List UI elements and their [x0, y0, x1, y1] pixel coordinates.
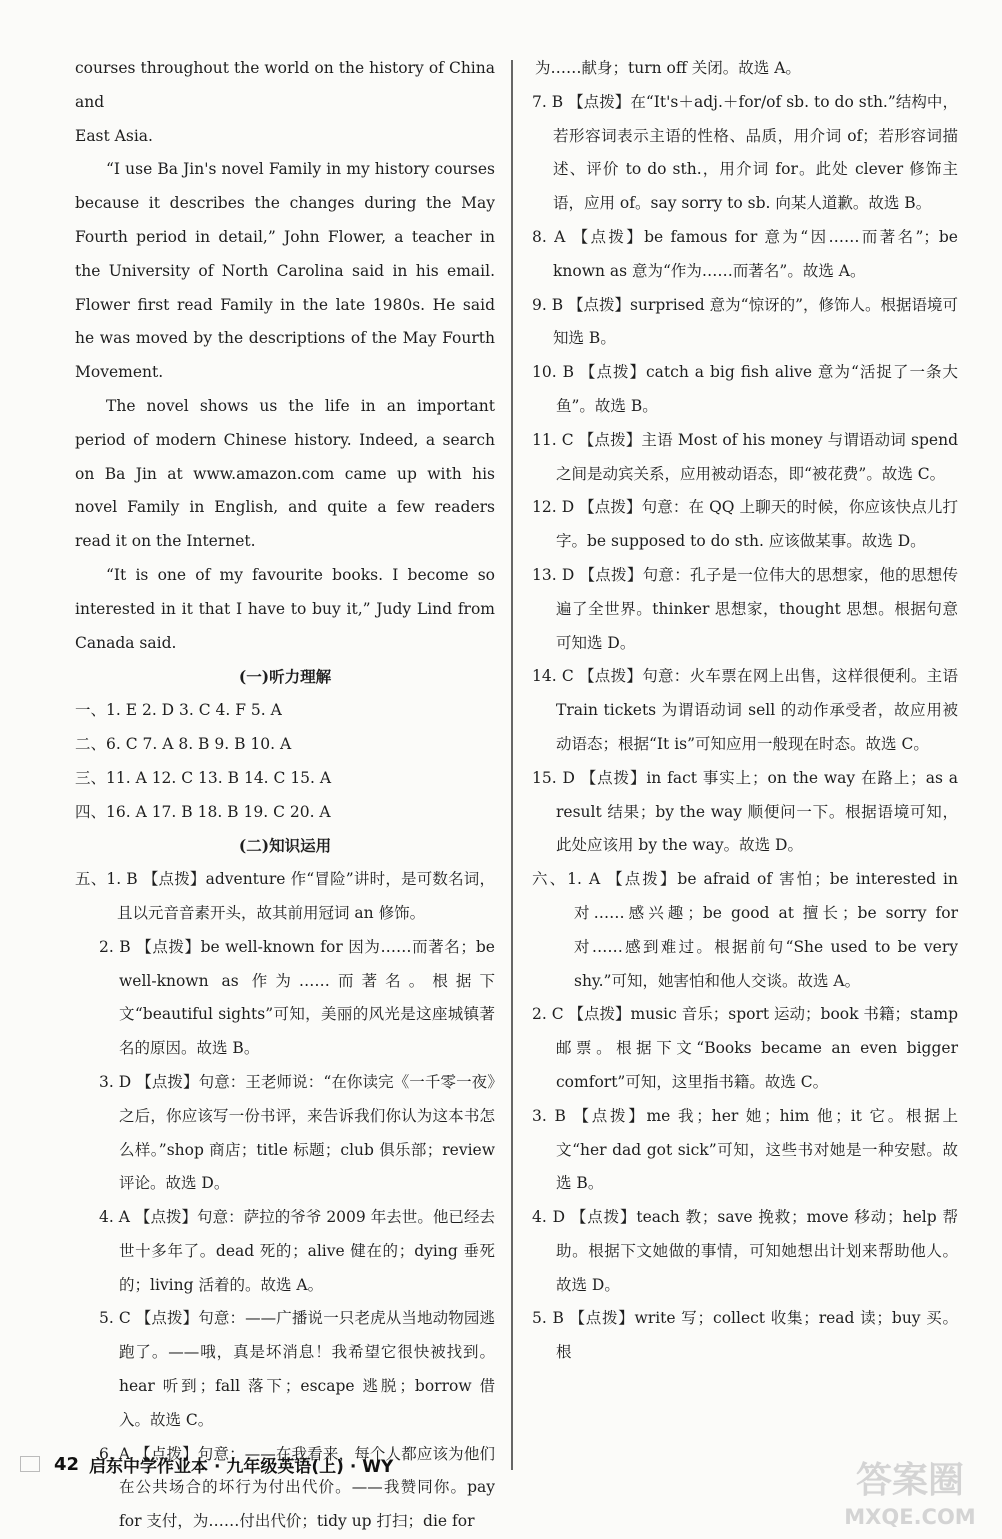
- watermark-url: MXQE.COM: [844, 1505, 976, 1529]
- right-line: 14. C 【点拨】句意：火车票在网上出售，这样很便利。主语 Train tickets 为谓语动词 sell 的动作承受者，故应用被动语态；根据“It is”可知应用一般现在时态。故选 C。: [532, 667, 958, 753]
- left-line: courses throughout the world on the history of China and: [75, 59, 495, 111]
- left-line: The novel shows us the life in an important period of modern Chinese history. Indeed, a search on Ba Jin at www.amazon.com came up with his novel Family in English, and quite a few readers read it on the Internet.: [75, 396, 495, 551]
- watermark-logo: [830, 1448, 990, 1532]
- left-line: 三、11. A 12. C 13. B 14. C 15. A: [75, 768, 332, 787]
- left-column: [75, 52, 495, 1539]
- footer-mark: [20, 1456, 40, 1472]
- right-line: 7. B 【点拨】在“It's＋adj.＋for/of sb. to do sth.”结构中，若形容词表示主语的性格、品质，用介词 of；若形容词描述、评价 to do sth.，用介词 for。此处 clever 修饰主语，应用 of。say sorry to sb. 向某人道歉。故选 B。: [532, 92, 958, 213]
- left-line: 6. A 【点拨】句意：——在我看来，每个人都应该为他们在公共场合的坏行为付出代价。——我赞同你。pay for 支付，为……付出代价；tidy up 打扫；die for: [99, 1444, 495, 1531]
- right-line: 9. B 【点拨】surprised 意为“惊讶的”，修饰人。根据语境可知选 B。: [532, 295, 958, 348]
- right-line: 六、1. A 【点拨】be afraid of 害怕；be interested in 对……感兴趣；be good at 擅长；be sorry for 对……感到难过。根据前句“She used to be very shy.”可知，她害怕和他人交谈。故选 A。: [532, 870, 958, 990]
- left-line: (二)知识运用: [238, 836, 332, 856]
- page-footer: [20, 1448, 393, 1480]
- left-line: (一)听力理解: [238, 667, 332, 687]
- right-line: 11. C 【点拨】主语 Most of his money 与谓语动词 spend 之间是动宾关系，应用被动语态，即“被花费”。故选 C。: [532, 430, 958, 483]
- right-column: [532, 52, 958, 1370]
- left-line: 二、6. C 7. A 8. B 9. B 10. A: [75, 734, 292, 753]
- right-line: 2. C 【点拨】music 音乐；sport 运动；book 书籍；stamp 邮票。根据下文“Books became an even bigger comfort”可知，这里指书籍。故选 C。: [532, 1005, 958, 1091]
- left-line: 五、1. B 【点拨】adventure 作“冒险”讲时，是可数名词，且以元音音素开头，故其前用冠词 an 修饰。: [75, 870, 495, 922]
- right-line: 13. D 【点拨】句意：孔子是一位伟大的思想家，他的思想传遍了全世界。thinker 思想家，thought 思想。根据句意可知选 D。: [532, 565, 958, 652]
- page-number: 42: [54, 1453, 80, 1475]
- left-line: 3. D 【点拨】句意：王老师说：“在你读完《一千零一夜》之后，你应该写一份书评，来告诉我们你认为这本书怎么样。”shop 商店；title 标题；club 俱乐部；review 评论。故选 D。: [99, 1072, 495, 1193]
- left-line: 2. B 【点拨】be well-known for 因为……而著名；be well-known as 作为……而著名。根据下文“beautiful sights”可知，美丽的风光是这座城镇著名的原因。故选 B。: [99, 937, 495, 1058]
- left-line: East Asia.: [75, 126, 153, 145]
- right-line: 8. A 【点拨】be famous for 意为“因……而著名”；be known as 意为“作为……而著名”。故选 A。: [532, 227, 958, 280]
- left-line: 一、1. E 2. D 3. C 4. F 5. A: [75, 701, 282, 720]
- left-line: 4. A 【点拨】句意：萨拉的爷爷 2009 年去世。他已经去世十多年了。dead 死的；alive 健在的；dying 垂死的；living 活着的。故选 A。: [99, 1208, 495, 1294]
- right-line: 为……献身；turn off 关闭。故选 A。: [535, 59, 801, 77]
- watermark-text: 答案圈: [855, 1460, 965, 1501]
- column-divider: [511, 60, 513, 1470]
- book-title: 启东中学作业本 · 九年级英语(上) · WY: [89, 1456, 394, 1477]
- left-line: “It is one of my favourite books. I become so interested in it that I have to buy it,” Judy Lind from Canada said.: [75, 565, 495, 652]
- right-line: 5. B 【点拨】write 写；collect 收集；read 读；buy 买。根: [532, 1309, 958, 1362]
- right-line: 3. B 【点拨】me 我；her 她；him 他；it 它。根据上文“her dad got sick”可知，这些书对她是一种安慰。故选 B。: [532, 1106, 958, 1193]
- right-line: 4. D 【点拨】teach 教；save 挽救；move 移动；help 帮助。根据下文她做的事情，可知她想出计划来帮助他人。故选 D。: [532, 1208, 958, 1294]
- left-line: 四、16. A 17. B 18. B 19. C 20. A: [75, 802, 331, 821]
- right-line: 12. D 【点拨】句意：在 QQ 上聊天的时候，你应该快点儿打字。be supposed to do sth. 应该做某事。故选 D。: [532, 498, 958, 551]
- left-line: 5. C 【点拨】句意：——广播说一只老虎从当地动物园逃跑了。——哦，真是坏消息！我希望它很快被找到。hear 听到；fall 落下；escape 逃脱；borrow 借入。故选 C。: [99, 1309, 495, 1429]
- right-line: 15. D 【点拨】in fact 事实上；on the way 在路上；as a result 结果；by the way 顺便问一下。根据语境可知，此处应该用 by the way。故选 D。: [532, 768, 958, 855]
- right-line: 10. B 【点拨】catch a big fish alive 意为“活捉了一条大鱼”。故选 B。: [532, 363, 958, 415]
- left-line: “I use Ba Jin's novel Family in my history courses because it describes the changes during the May Fourth period in detail,” John Flower, a teacher in the University of North Carolina said in his email. Flower first read Family in the late 1980s. He said he was moved by the descriptions of the May Fourth Movement.: [75, 160, 495, 382]
